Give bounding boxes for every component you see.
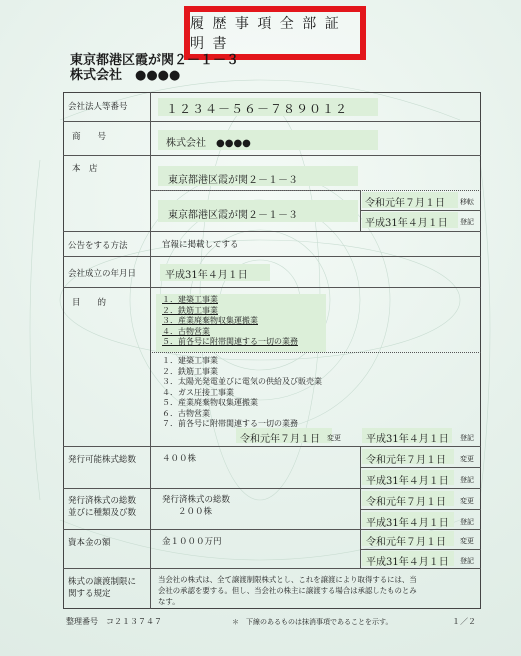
page-number: １／２	[452, 617, 476, 626]
old-purpose-item: １．建築工事業	[162, 295, 218, 304]
issued-shares-value-2: ２００株	[178, 507, 213, 517]
issued-shares-value-1: 発行済株式の総数	[162, 495, 231, 505]
date-divider	[360, 549, 481, 550]
auth-reg-date: 平成31年４月１日	[366, 476, 449, 487]
label-column-divider	[150, 92, 151, 609]
issued-change-date: 令和元年７月１日	[366, 497, 446, 508]
relocation-date: 令和元年７月１日	[365, 198, 445, 209]
authorized-shares-label: 発行可能株式総数	[68, 455, 137, 465]
capital-value: 金１０００万円	[162, 537, 222, 547]
relocation-tag: 移転	[460, 198, 474, 206]
head-office-old-address: 東京都港区霞が関２－１－３	[168, 175, 298, 186]
old-purpose-list	[162, 295, 298, 348]
issued-shares-label-1: 発行済株式の総数	[68, 496, 137, 506]
row-divider	[63, 529, 481, 530]
new-purpose-list	[162, 356, 322, 430]
row-divider	[63, 287, 481, 288]
date-divider	[360, 210, 481, 211]
document-title: 履 歴 事 項 全 部 証 明 書	[190, 16, 341, 52]
established-label: 会社成立の年月日	[68, 269, 137, 279]
trade-name-label: 商 号	[72, 132, 107, 142]
purpose-change-tag: 変更	[327, 434, 341, 442]
purpose-change-date: 令和元年７月１日	[240, 434, 320, 445]
issued-change-tag: 変更	[460, 497, 474, 505]
capital-reg-tag: 登記	[460, 557, 474, 565]
address-divider	[150, 190, 481, 191]
date-divider	[360, 467, 481, 468]
old-purpose-item: ５．前各号に附帯関連する一切の業務	[162, 337, 298, 346]
capital-label: 資本金の額	[68, 538, 111, 548]
capital-change-date: 令和元年７月１日	[366, 537, 446, 548]
registration-date: 平成31年４月１日	[365, 218, 448, 229]
row-divider	[63, 446, 481, 447]
old-purpose-item: ２．鉄筋工事業	[162, 305, 218, 315]
new-purpose-item: ３．太陽光発電並びに電気の供給及び販売業	[162, 377, 322, 386]
header-company: 株式会社 ●●●●	[70, 68, 181, 83]
row-divider	[63, 256, 481, 257]
new-purpose-item: ２．鉄筋工事業	[162, 366, 218, 376]
transfer-restriction-label-2: 関する規定	[68, 589, 111, 599]
issued-reg-tag: 登記	[460, 518, 474, 526]
registration-tag: 登記	[460, 218, 474, 226]
auth-reg-tag: 登記	[460, 476, 474, 484]
row-divider	[63, 231, 481, 232]
new-purpose-item: ４．ガス圧接工事業	[162, 387, 234, 397]
row-divider	[63, 488, 481, 489]
head-office-label: 本 店	[72, 164, 98, 174]
footer-note: ＊ 下線のあるものは抹消事項であることを示す。	[232, 618, 393, 626]
old-purpose-item: ４．古物営業	[162, 326, 210, 336]
transfer-restriction-label-1: 株式の譲渡制限に	[68, 577, 137, 587]
transfer-restriction-line-1: 当会社の株式は、全て譲渡制限株式とし、これを譲渡により取得するには、当	[158, 575, 417, 584]
purpose-label: 目 的	[72, 298, 107, 308]
transfer-restriction-line-2: 会社の承認を要する。但し、当会社の株主に譲渡する場合は承認したものとみ	[158, 586, 417, 595]
established-value: 平成31年４月１日	[165, 270, 248, 281]
purpose-reg-date: 平成31年４月１日	[366, 434, 449, 445]
row-divider	[63, 155, 481, 156]
new-purpose-item: １．建築工事業	[162, 356, 218, 365]
auth-change-date: 令和元年７月１日	[366, 455, 446, 466]
capital-change-tag: 変更	[460, 537, 474, 545]
purpose-divider	[150, 352, 481, 353]
issued-shares-label-2: 並びに種類及び数	[68, 508, 137, 518]
new-purpose-item: ５．産業廃棄物収集運搬業	[162, 398, 258, 407]
public-notice-value: 官報に掲載してする	[162, 240, 239, 250]
header-address: 東京都港区霞が関２－１－３	[70, 53, 240, 68]
row-divider	[63, 568, 481, 569]
capital-reg-date: 平成31年４月１日	[366, 557, 449, 568]
auth-change-tag: 変更	[460, 455, 474, 463]
new-purpose-item: ７．前各号に附帯関連する一切の業務	[162, 419, 298, 428]
corp-number-value: １２３４－５６－７８９０１２	[166, 102, 349, 116]
date-divider	[360, 509, 481, 510]
document-title-box	[184, 6, 366, 60]
transfer-restriction-line-3: なす。	[158, 597, 180, 606]
public-notice-label: 公告をする方法	[68, 241, 128, 251]
serial-number: 整理番号 コ２１３７４７	[66, 617, 162, 626]
new-purpose-item: ６．古物営業	[162, 408, 210, 418]
head-office-new-address: 東京都港区霞が関２－１－３	[168, 210, 298, 221]
issued-reg-date: 平成31年４月１日	[366, 518, 449, 529]
purpose-reg-tag: 登記	[460, 434, 474, 442]
authorized-shares-value: ４００株	[162, 454, 197, 464]
old-purpose-item: ３．産業廃棄物収集運搬業	[162, 316, 258, 325]
row-divider	[63, 121, 481, 122]
corp-number-label: 会社法人等番号	[68, 102, 128, 112]
trade-name-value: 株式会社 ●●●●	[166, 138, 251, 149]
